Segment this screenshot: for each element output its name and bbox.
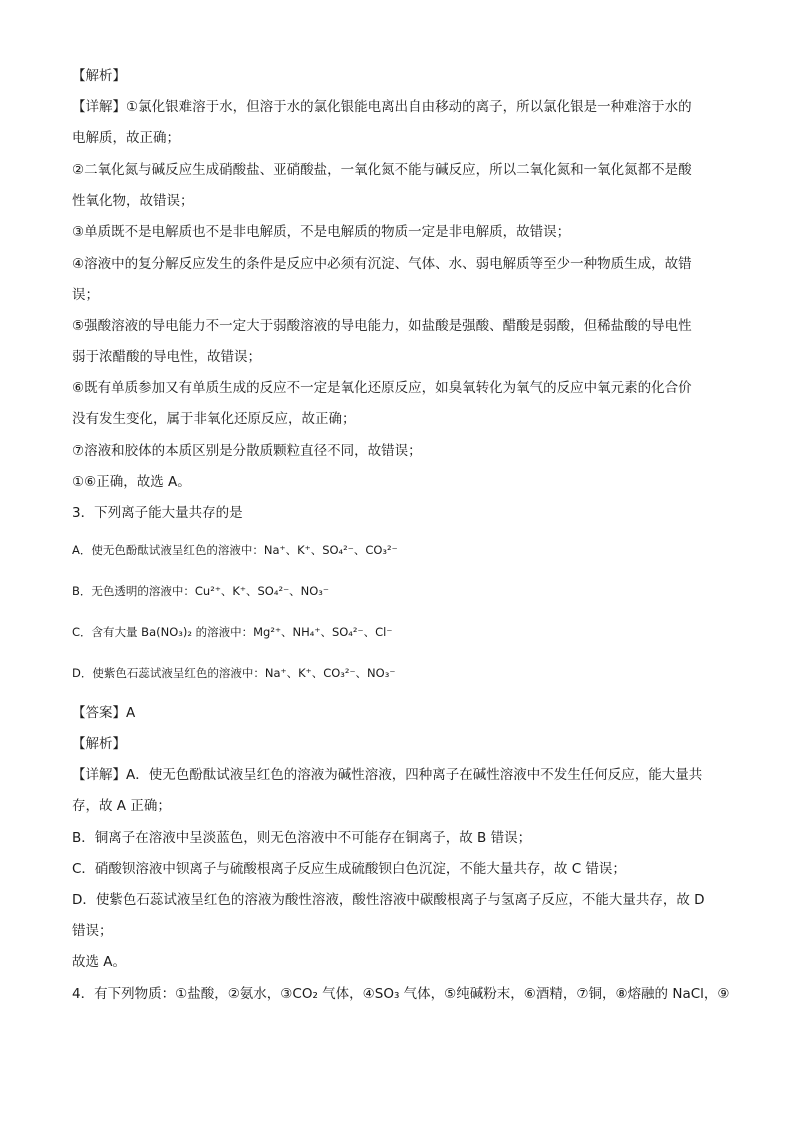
- option-c-ions: Mg²⁺、NH₄⁺、SO₄²⁻、Cl⁻: [253, 625, 393, 639]
- option-d-label: D．使紫色石蕊试液呈红色的溶液中：: [72, 666, 265, 680]
- detail-line: 弱于浓醋酸的导电性，故错误；: [72, 349, 261, 365]
- option-d: [72, 663, 395, 683]
- option-c: [72, 622, 392, 642]
- detail-line: 没有发生变化，属于非氧化还原反应，故正确；: [72, 411, 356, 427]
- option-b-ions: Cu²⁺、K⁺、SO₄²⁻、NO₃⁻: [194, 584, 329, 598]
- option-b: [72, 581, 329, 601]
- detail-line: 【详解】A．使无色酚酞试液呈红色的溶液为碱性溶液，四种离子在碱性溶液中不发生任何反应，能大量共: [72, 767, 703, 783]
- question-stem: 3．下列离子能大量共存的是: [72, 505, 243, 521]
- detail-line: D．使紫色石蕊试液呈红色的溶液为酸性溶液，酸性溶液中碳酸根离子与氢离子反应，不能大量共存，故 D: [72, 892, 705, 908]
- detail-line: 【详解】①氯化银难溶于水，但溶于水的氯化银能电离出自由移动的离子，所以氯化银是一种难溶于水的: [72, 99, 692, 115]
- question-stem: 4．有下列物质：①盐酸，②氨水，③CO₂ 气体，④SO₃ 气体，⑤纯碱粉末，⑥酒精，⑦铜，⑧熔融的 NaCl，⑨: [72, 986, 730, 1002]
- option-c-label: C．含有大量 Ba(NO₃)₂ 的溶液中：: [72, 625, 254, 639]
- detail-line: ④溶液中的复分解反应发生的条件是反应中必须有沉淀、气体、水、弱电解质等至少一种物质生成，故错: [72, 256, 692, 272]
- detail-line: C．硝酸钡溶液中钡离子与硫酸根离子反应生成硫酸钡白色沉淀，不能大量共存，故 C 错误；: [72, 861, 626, 877]
- conclusion-line: ①⑥正确，故选 A。: [72, 474, 191, 490]
- answer-line: 【答案】A: [72, 705, 136, 721]
- detail-line: ⑥既有单质参加又有单质生成的反应不一定是氧化还原反应，如臭氧转化为氧气的反应中氧元素的化合价: [72, 380, 692, 396]
- detail-line: 性氧化物，故错误；: [72, 193, 194, 209]
- conclusion-line: 故选 A。: [72, 954, 127, 970]
- detail-line: B．铜离子在溶液中呈淡蓝色，则无色溶液中不可能存在铜离子，故 B 错误；: [72, 830, 532, 846]
- detail-line: 误；: [72, 287, 99, 303]
- detail-line: ②二氧化氮与碱反应生成硝酸盐、亚硝酸盐，一氧化氮不能与碱反应，所以二氧化氮和一氧化氮都不是酸: [72, 162, 692, 178]
- detail-line: ③单质既不是电解质也不是非电解质，不是电解质的物质一定是非电解质，故错误；: [72, 224, 571, 240]
- option-b-label: B．无色透明的溶液中：: [72, 584, 195, 598]
- option-a: [72, 540, 398, 560]
- analysis-heading: 【解析】: [72, 736, 126, 752]
- detail-line: ⑤强酸溶液的导电能力不一定大于弱酸溶液的导电能力，如盐酸是强酸、醋酸是弱酸，但稀盐酸的导电性: [72, 318, 692, 334]
- analysis-heading: 【解析】: [72, 68, 126, 84]
- detail-line: 错误；: [72, 923, 113, 939]
- option-a-label: A．使无色酚酞试液呈红色的溶液中：: [72, 543, 264, 557]
- detail-line: ⑦溶液和胶体的本质区别是分散质颗粒直径不同，故错误；: [72, 443, 422, 459]
- detail-line: 存，故 A 正确；: [72, 798, 171, 814]
- option-a-ions: Na⁺、K⁺、SO₄²⁻、CO₃²⁻: [263, 543, 398, 557]
- detail-line: 电解质，故正确；: [72, 130, 180, 146]
- option-d-ions: Na⁺、K⁺、CO₃²⁻、NO₃⁻: [264, 666, 396, 680]
